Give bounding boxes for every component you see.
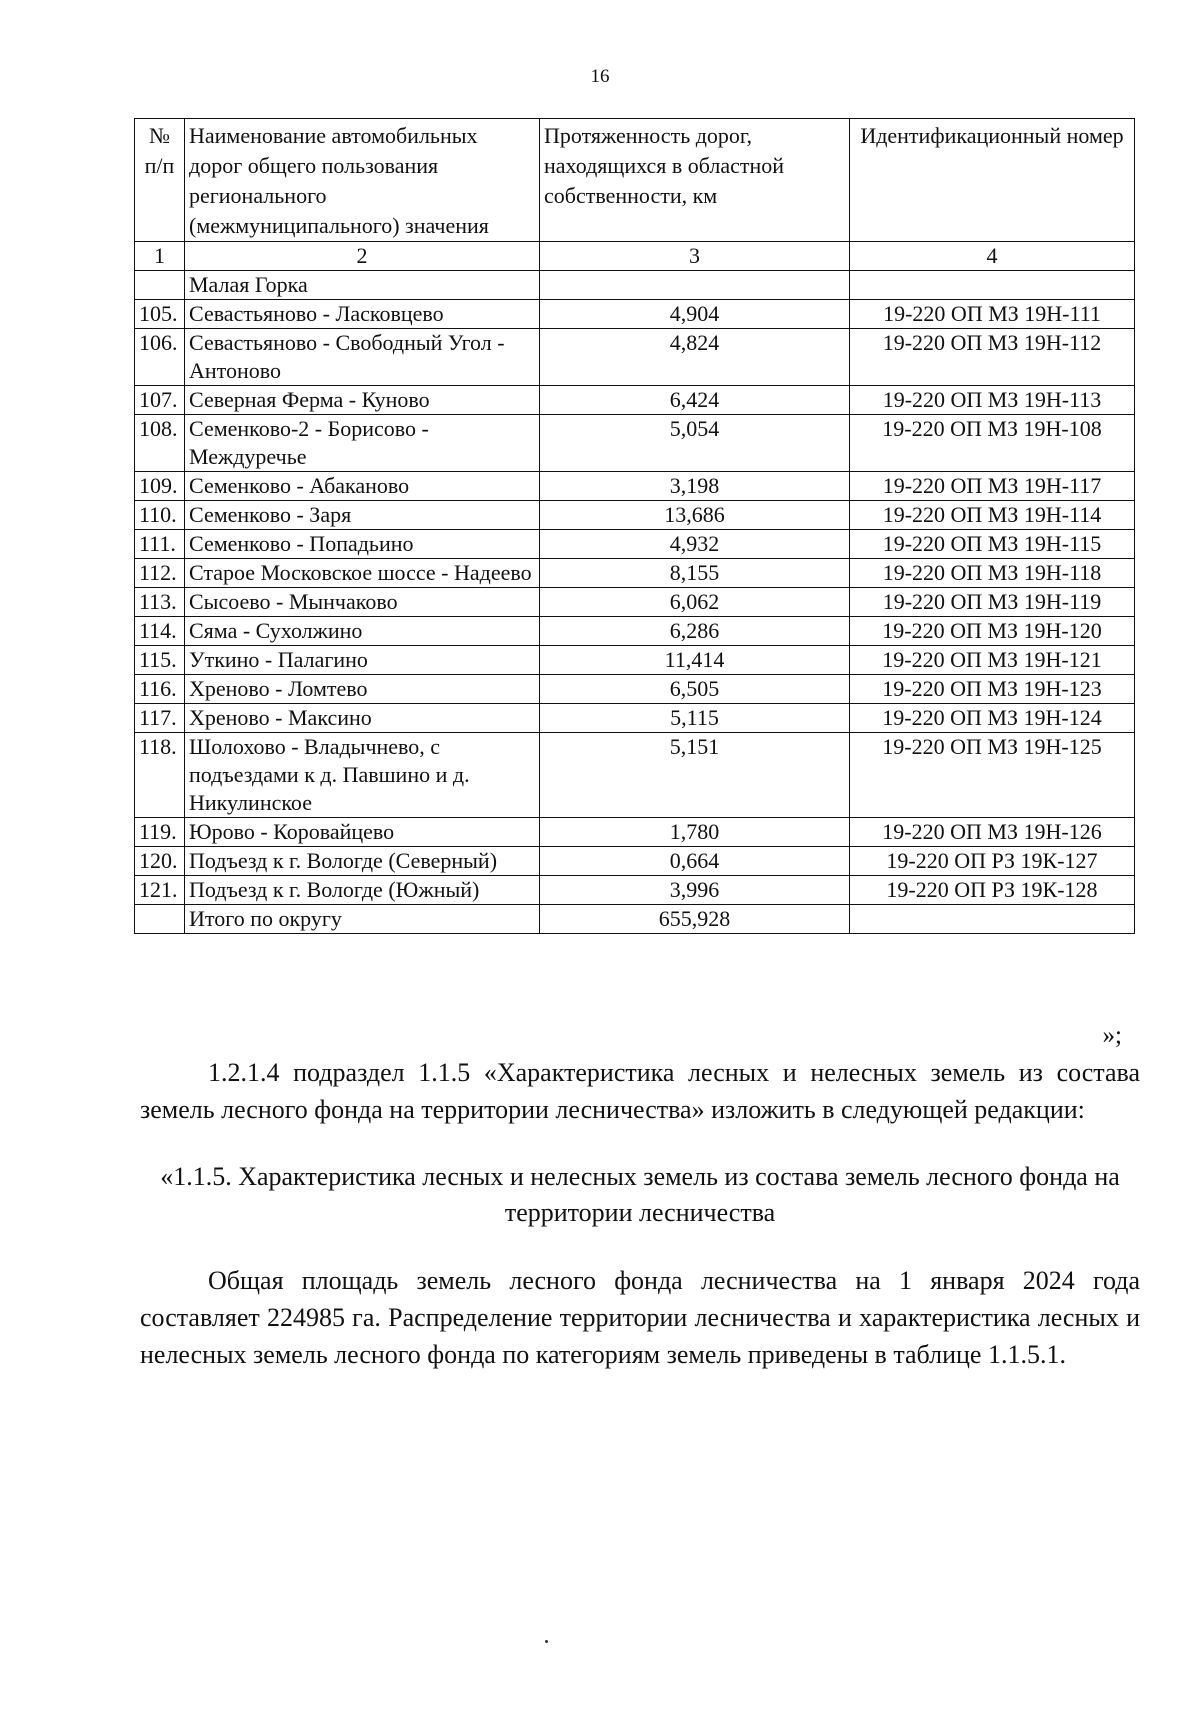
road-id: 19-220 ОП РЗ 19К-128	[850, 876, 1135, 905]
road-id: 19-220 ОП МЗ 19Н-113	[850, 386, 1135, 415]
road-length: 655,928	[540, 905, 850, 934]
road-id: 19-220 ОП МЗ 19Н-121	[850, 646, 1135, 675]
road-length: 5,115	[540, 704, 850, 733]
road-length: 6,505	[540, 675, 850, 704]
road-name: Севастьяново - Свободный Угол - Антоново	[185, 329, 540, 386]
road-length: 4,824	[540, 329, 850, 386]
row-number: 106.	[135, 329, 185, 386]
column-number: 1	[135, 242, 185, 271]
road-name: Хреново - Ломтево	[185, 675, 540, 704]
road-id: 19-220 ОП МЗ 19Н-126	[850, 818, 1135, 847]
table-row	[135, 617, 1135, 646]
road-length: 0,664	[540, 847, 850, 876]
table-row	[135, 530, 1135, 559]
table-row	[135, 415, 1135, 472]
header-length: Протяженность дорог, находящихся в областной собственности, км	[540, 119, 850, 242]
road-name: Шолохово - Владычнево, с подъездами к д. Павшино и д. Никулинское	[185, 733, 540, 818]
road-id: 19-220 ОП МЗ 19Н-115	[850, 530, 1135, 559]
table-header-row	[135, 119, 1135, 242]
scan-speck	[545, 1640, 548, 1643]
road-id: 19-220 ОП МЗ 19Н-117	[850, 472, 1135, 501]
road-id: 19-220 ОП МЗ 19Н-124	[850, 704, 1135, 733]
road-length: 6,286	[540, 617, 850, 646]
road-id: 19-220 ОП МЗ 19Н-125	[850, 733, 1135, 818]
row-number: 117.	[135, 704, 185, 733]
road-name: Хреново - Максино	[185, 704, 540, 733]
row-number: 118.	[135, 733, 185, 818]
table-row	[135, 300, 1135, 329]
row-number: 111.	[135, 530, 185, 559]
road-id: 19-220 ОП МЗ 19Н-111	[850, 300, 1135, 329]
road-id: 19-220 ОП МЗ 19Н-108	[850, 415, 1135, 472]
table-row	[135, 386, 1135, 415]
road-name: Сяма - Сухолжино	[185, 617, 540, 646]
road-name: Севастьяново - Ласковцево	[185, 300, 540, 329]
row-number: 113.	[135, 588, 185, 617]
row-number	[135, 271, 185, 300]
paragraph-forest-area: Общая площадь земель лесного фонда лесничества на 1 января 2024 года составляет 224985 га. Распределение территории лесничества и характеристика лесных и нелесных земель лесного фонда по категориям земель приведены в таблице 1.1.5.1.	[140, 1266, 1140, 1369]
road-name: Старое Московское шоссе - Надеево	[185, 559, 540, 588]
table-row	[135, 847, 1135, 876]
header-road-name: Наименование автомобильных дорог общего пользования регионального (межмуниципального) значения	[185, 119, 540, 242]
road-length: 13,686	[540, 501, 850, 530]
road-length: 4,904	[540, 300, 850, 329]
column-number: 4	[850, 242, 1135, 271]
table-row	[135, 905, 1135, 934]
row-number: 116.	[135, 675, 185, 704]
road-name: Семенково - Попадьино	[185, 530, 540, 559]
table-row	[135, 704, 1135, 733]
road-length: 3,198	[540, 472, 850, 501]
road-id: 19-220 ОП МЗ 19Н-112	[850, 329, 1135, 386]
table-row	[135, 501, 1135, 530]
row-number: 119.	[135, 818, 185, 847]
row-number: 107.	[135, 386, 185, 415]
row-number: 121.	[135, 876, 185, 905]
road-name: Сысоево - Мынчаково	[185, 588, 540, 617]
table-row	[135, 472, 1135, 501]
road-length: 1,780	[540, 818, 850, 847]
table-row	[135, 329, 1135, 386]
table-row	[135, 559, 1135, 588]
row-number: 108.	[135, 415, 185, 472]
road-id	[850, 905, 1135, 934]
roads-table	[134, 118, 1135, 934]
row-number: 120.	[135, 847, 185, 876]
row-number: 112.	[135, 559, 185, 588]
table-row	[135, 588, 1135, 617]
road-length: 5,151	[540, 733, 850, 818]
section-heading: «1.1.5. Характеристика лесных и нелесных земель из состава земель лесного фонда на территории лесничества	[160, 1162, 1120, 1227]
road-id	[850, 271, 1135, 300]
table-row	[135, 646, 1135, 675]
column-number: 2	[185, 242, 540, 271]
road-length: 3,996	[540, 876, 850, 905]
road-length	[540, 271, 850, 300]
road-length: 5,054	[540, 415, 850, 472]
column-number: 3	[540, 242, 850, 271]
road-name: Юрово - Коровайцево	[185, 818, 540, 847]
road-length: 6,062	[540, 588, 850, 617]
closing-quote: »;	[1102, 1022, 1122, 1049]
table-row	[135, 271, 1135, 300]
road-length: 8,155	[540, 559, 850, 588]
page-number: 16	[590, 66, 610, 87]
road-name: Подъезд к г. Вологде (Северный)	[185, 847, 540, 876]
row-number: 115.	[135, 646, 185, 675]
road-name: Северная Ферма - Куново	[185, 386, 540, 415]
header-id: Идентификационный номер	[850, 119, 1135, 242]
road-length: 4,932	[540, 530, 850, 559]
road-name: Итого по округу	[185, 905, 540, 934]
road-name: Семенково - Заря	[185, 501, 540, 530]
table-row	[135, 876, 1135, 905]
row-number: 110.	[135, 501, 185, 530]
road-name: Семенково - Абаканово	[185, 472, 540, 501]
header-number: № п/п	[135, 119, 185, 242]
table-row	[135, 818, 1135, 847]
row-number: 114.	[135, 617, 185, 646]
column-numbers-row	[135, 242, 1135, 271]
road-id: 19-220 ОП РЗ 19К-127	[850, 847, 1135, 876]
road-id: 19-220 ОП МЗ 19Н-119	[850, 588, 1135, 617]
road-id: 19-220 ОП МЗ 19Н-120	[850, 617, 1135, 646]
paragraph-amendment: 1.2.1.4 подраздел 1.1.5 «Характеристика лесных и нелесных земель из состава земель лесного фонда на территории лесничества» изложить в следующей редакции:	[140, 1058, 1140, 1124]
road-id: 19-220 ОП МЗ 19Н-114	[850, 501, 1135, 530]
road-name: Семенково-2 - Борисово - Междуречье	[185, 415, 540, 472]
road-name: Малая Горка	[185, 271, 540, 300]
road-length: 11,414	[540, 646, 850, 675]
row-number	[135, 905, 185, 934]
row-number: 105.	[135, 300, 185, 329]
road-id: 19-220 ОП МЗ 19Н-123	[850, 675, 1135, 704]
road-name: Подъезд к г. Вологде (Южный)	[185, 876, 540, 905]
table-row	[135, 733, 1135, 818]
row-number: 109.	[135, 472, 185, 501]
table-row	[135, 675, 1135, 704]
road-name: Уткино - Палагино	[185, 646, 540, 675]
road-length: 6,424	[540, 386, 850, 415]
road-id: 19-220 ОП МЗ 19Н-118	[850, 559, 1135, 588]
